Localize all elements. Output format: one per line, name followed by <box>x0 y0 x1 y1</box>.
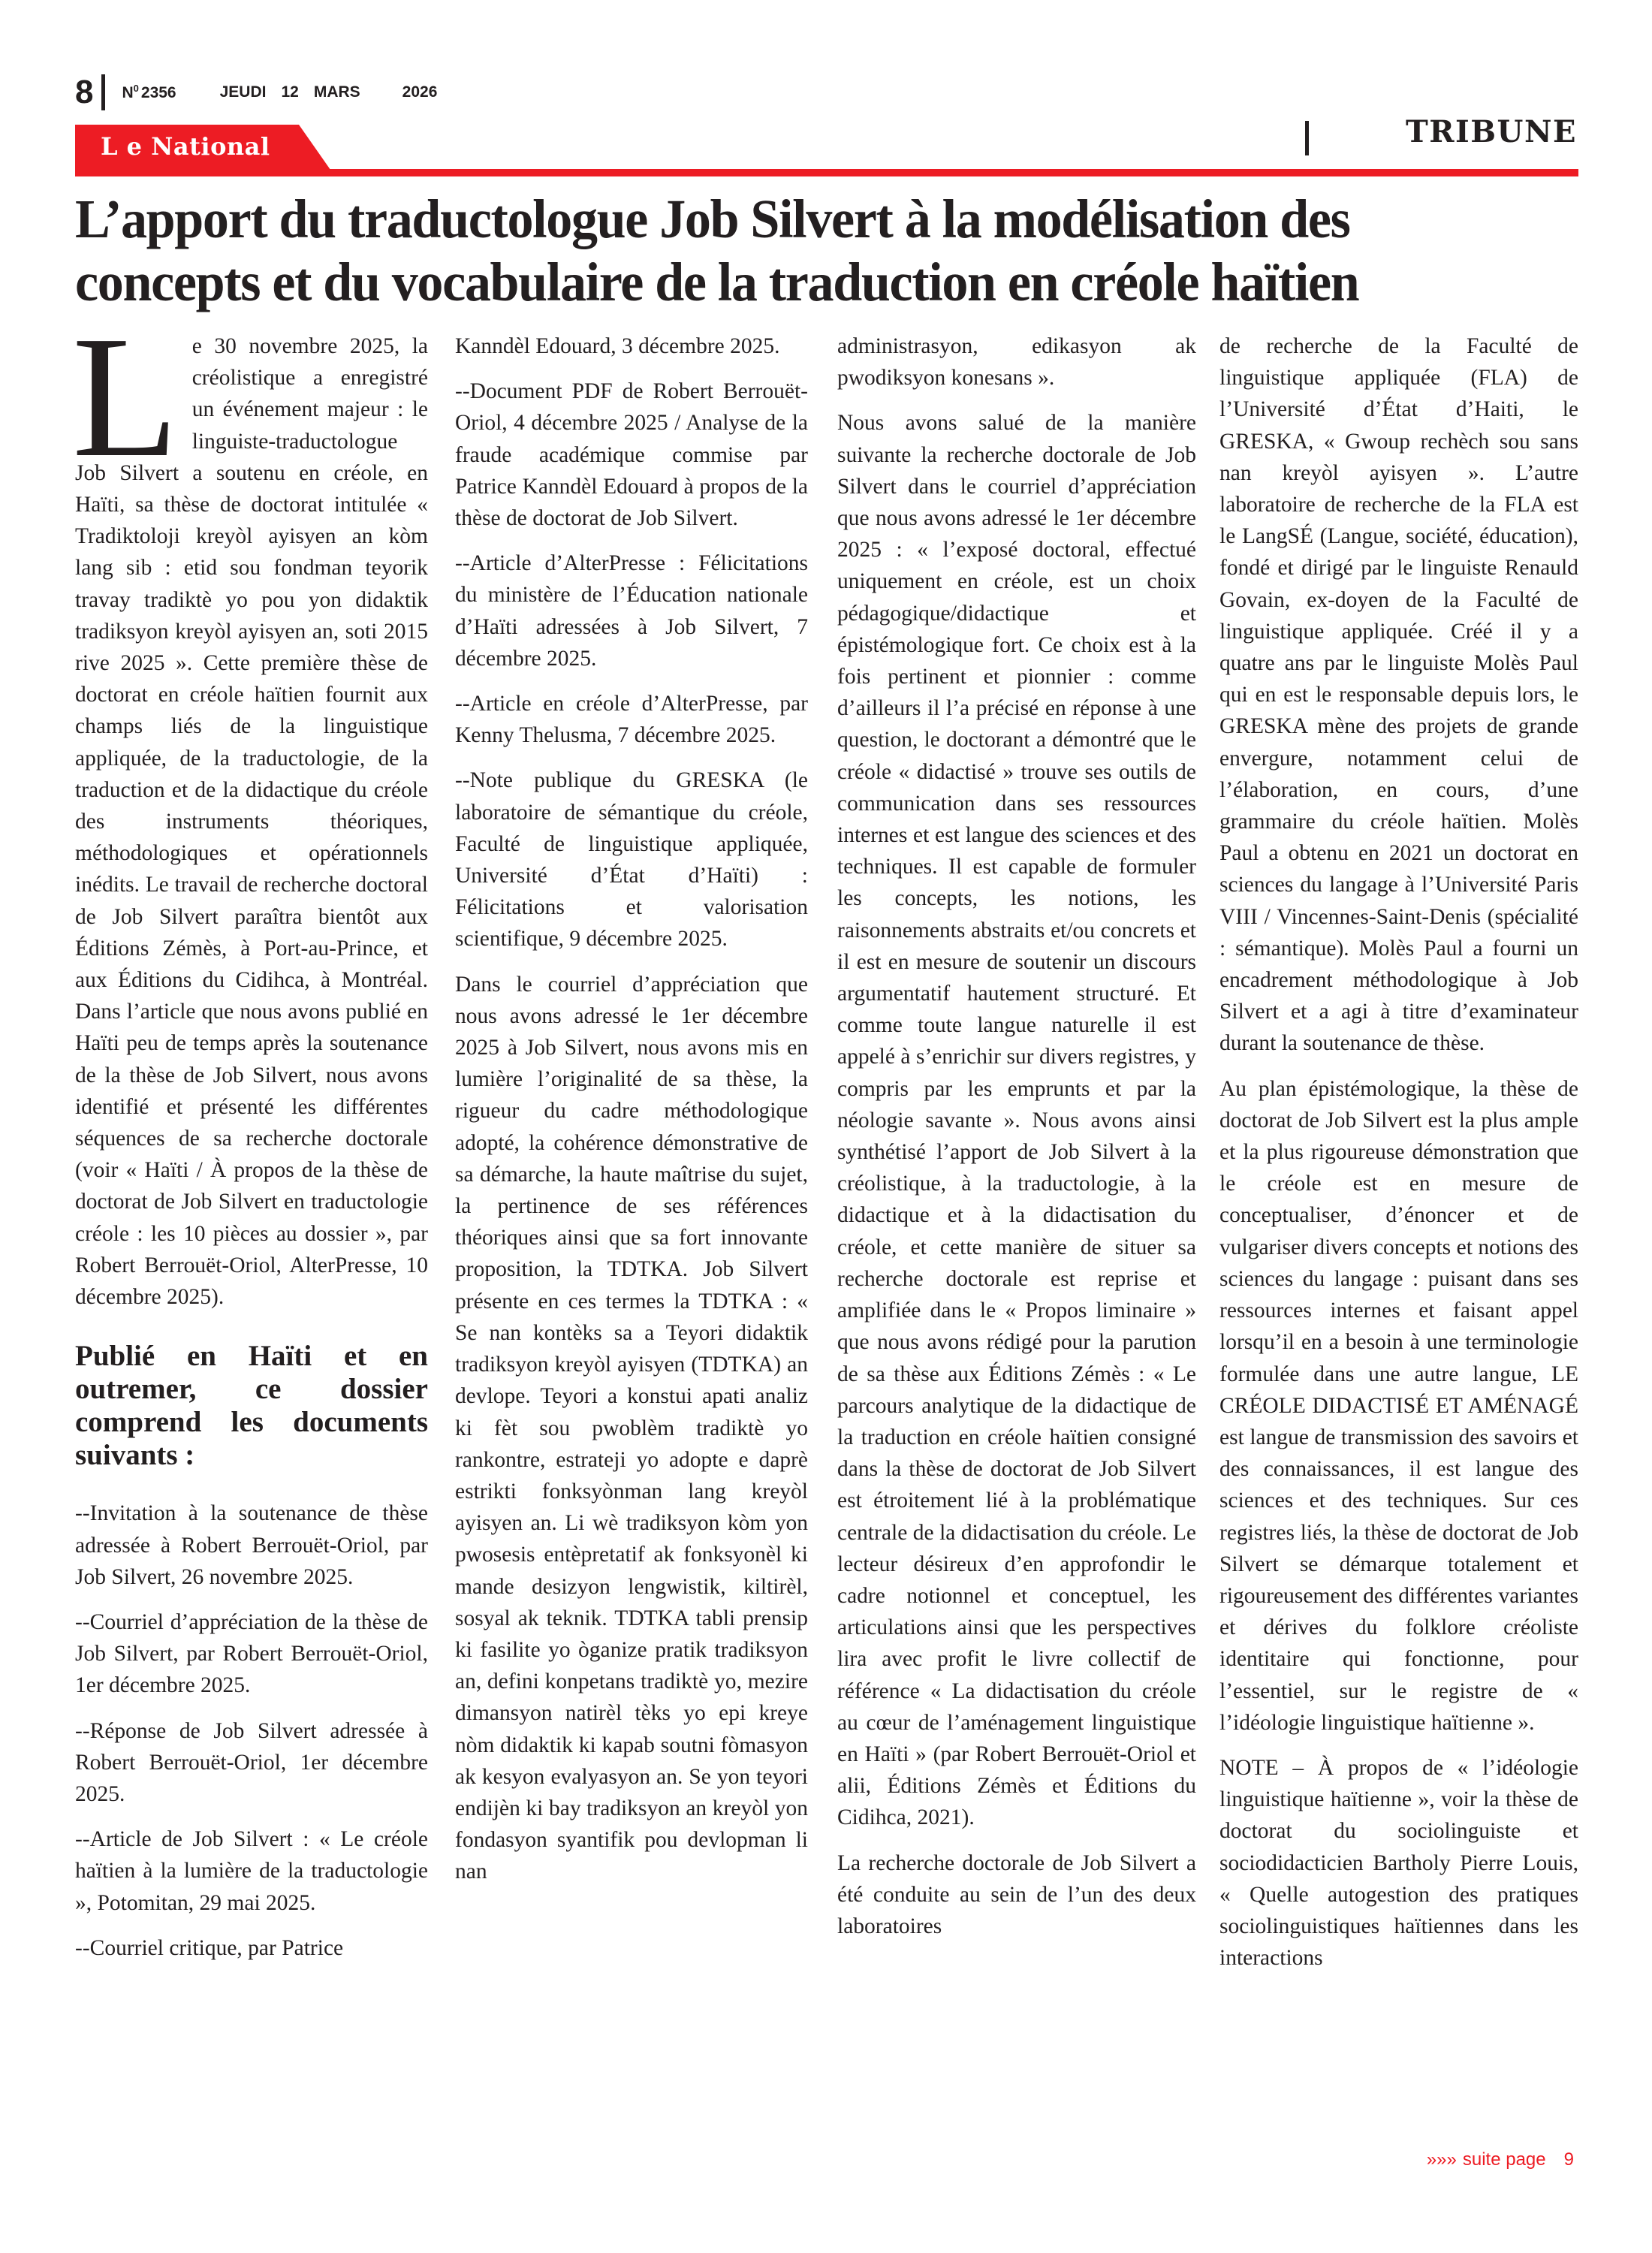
document-list-item: --Courriel d’appréciation de la thèse de Job Silvert, par Robert Berrouët-Oriol, 1er décembre 2025. <box>75 1609 428 1698</box>
section-label: TRIBUNE <box>1406 114 1577 149</box>
masthead <box>75 125 1578 176</box>
issue-month: MARS <box>313 83 360 101</box>
continue-label: suite page <box>1462 2149 1546 2170</box>
continue-arrows-icon: »»» <box>1426 2149 1457 2170</box>
body-paragraph: Nous avons salué de la manière suivante la recherche doctorale de Job Silvert dans le courriel d’appréciation que nous avons adressé le 1er décembre 2025 : « l’exposé doctoral, effectué uniquement en créole, est un choix pédagogique/didactique et épistémologique fort. Ce choix est à la fois pertinent et pionnier : comme d’ailleurs il l’a précisé en réponse à une question, le doctorant a démontré que le créole « didactisé » trouve ses outils de communication dans ses ressources internes et est langue des sciences et des techniques. Il est capable de formuler les concepts, les notions, les raisonnements abstraits et/ou concrets et il est en mesure de soutenir un discours argumentatif hautement structuré. Et comme toute langue naturelle il est appelé à s’enrichir sur divers registres, y compris par les emprunts et par la néologie savante ». Nous avons ainsi synthétisé l’apport de Job Silvert à la créolistique, à la traductologie, à la didactique et à la didactisation du créole, et cette manière de situer sa recherche doctorale est reprise et amplifiée dans le « Propos liminaire » que nous avons rédigé pour la parution de sa thèse aux Éditions Zémès : « Le parcours analytique de la didactique de la traduction en créole haïtien consigné dans la thèse de doctorat de Job Silvert est étroitement lié à la problématique centrale de la didactisation du créole. Le lecteur désireux d’en approfondir le cadre notionnel et conceptuel, les articulations ainsi que les perspectives lira avec profit le livre collectif de référence « La didactisation du créole au cœur de l’aménagement linguistique en Haïti » (par Robert Berrouët-Oriol et alii, Éditions Zémès et Éditions du Cidihca, 2021). <box>837 411 1196 1830</box>
folio-divider <box>101 74 105 110</box>
issue-year: 2026 <box>402 83 438 101</box>
note-paragraph: NOTE – À propos de « l’idéologie linguistique haïtienne », voir la thèse de doctorat du sociolinguiste et sociodidacticien Bartholy Pierre Louis, « Quelle autogestion des pratiques sociolinguistiques haïtiennes dans les interactions <box>1219 1755 1578 1971</box>
lead-paragraph: Le 30 novembre 2025, la créolistique a enregistré un événement majeur : le linguiste-traductologue Job Silvert a soutenu en créole, en Haïti, sa thèse de doctorat intitulée « Tradiktoloji kreyòl ayisyen an kòm lang sib : etid sou fondman teyorik travay tradiktè yo pou yon didaktik tradiksyon kreyòl ayisyen an, soti 2015 rive 2025 ». Cette première thèse de doctorat en créole haïtien fournit aux champs liés de la linguistique appliquée, de la traductologie, de la traduction et de la didactique du créole des instruments théoriques, méthodologiques et opérationnels inédits. Le travail de recherche doctoral de Job Silvert paraîtra bientôt aux Éditions Zémès, à Port-au-Prince, et aux Éditions du Cidihca, à Montréal. Dans l’article que nous avons publié en Haïti peu de temps après la soutenance de la thèse de Job Silvert, nous avons identifié et présenté les différentes séquences de sa recherche doctorale (voir « Haïti / À propos de la thèse de doctorat de Job Silvert en traductologie créole : les 10 pièces au dossier », par Robert Berrouët-Oriol, AlterPresse, 10 décembre 2025). <box>72 300 428 1310</box>
document-list-item: --Document PDF de Robert Berrouët-Oriol, 4 décembre 2025 / Analyse de la fraude académique commise par Patrice Kanndèl Edouard à propos de la thèse de doctorat de Job Silvert. <box>455 379 808 531</box>
continue-page-number: 9 <box>1563 2149 1574 2170</box>
body-paragraph: Au plan épistémologique, la thèse de doctorat de Job Silvert est la plus ample et la plus rigoureuse démonstration que le créole est en mesure de conceptualiser, d’énoncer et de vulgariser divers concepts et notions des sciences du langage : puisant dans ses ressources internes et faisant appel lorsqu’il en a besoin à une terminologie formulée dans une autre langue, LE CRÉOLE DIDACTISÉ ET AMÉNAGÉ est langue de transmission des savoirs et des connaissances, il est langue des sciences et des techniques. Sur ces registres liés, la thèse de doctorat de Job Silvert se démarque totalement et rigoureusement des différentes variantes et dérives du folklore créoliste identitaire qui fonctionne, pour l’essentiel, sur le registre de « l’idéologie linguistique haïtienne ». <box>1219 1076 1578 1735</box>
newspaper-brand: L e National <box>101 132 270 161</box>
issue-date: 12 <box>281 83 299 101</box>
section-divider <box>1305 121 1309 155</box>
issue-day: JEUDI <box>219 83 267 101</box>
article-column-2 <box>455 330 808 1888</box>
document-list-item: --Réponse de Job Silvert adressée à Robert Berrouët-Oriol, 1er décembre 2025. <box>75 1718 428 1806</box>
article-column-1 <box>72 300 428 1964</box>
body-paragraph: La recherche doctorale de Job Silvert a été conduite au sein de l’un des deux laboratoires <box>837 1850 1196 1938</box>
document-list-item: --Article d’AlterPresse : Félicitations du ministère de l’Éducation nationale d’Haïti adressées à Job Silvert, 7 décembre 2025. <box>455 551 808 671</box>
document-list-item: --Note publique du GRESKA (le laboratoire de sémantique du créole, Faculté de linguistique appliquée, Université d’État d’Haïti) : Félicitations et valorisation scientifique, 9 décembre 2025. <box>455 768 808 952</box>
body-paragraph: Dans le courriel d’appréciation que nous avons adressé le 1er décembre 2025 à Job Silvert, nous avons mis en lumière l’originalité de sa thèse, la rigueur du cadre méthodologique adopté, la cohérence démonstrative de sa démarche, la haute maîtrise du sujet, la pertinence de ses références théoriques ainsi que sa fort innovante proposition, la TDTKA. Job Silvert présente en ces termes la TDTKA : « Se nan kontèks sa a Teyori didaktik tradiksyon kreyòl ayisyen (TDTKA) an devlope. Teyori a konstui apati analiz ki fèt sou pwoblèm tradiktè yo rankontre, estrateji yo adopte e daprè estrikti fonksyònman lang kreyòl ayisyen an. Li wè tradiksyon kòm yon pwosesis entèpretatif ak fonksyonèl ki mande desizyon lengwistik, kiltirèl, sosyal ak teknik. TDTKA tabli prensip ki fasilite yo òganize pratik tradiksyon an, defini konpetans tradiktè yo, mezire dimansyon natirèl tèks yo epi kreye nòm didaktik ki kapab soutni fòmasyon ak kesyon evalyasyon an. Se yon teyori endijèn ki bay tradiksyon an kreyòl yon fondasyon syantifik pou devlopman li nan <box>455 972 808 1884</box>
article-subhead: Publié en Haïti et en outremer, ce dossier comprend les documents suivants : <box>75 1340 428 1472</box>
folio-line <box>75 74 437 111</box>
article-headline: L’apport du traductologue Job Silvert à la modélisation des concepts et du vocabulaire de la traduction en créole haïtien <box>75 189 1359 312</box>
document-list-item: --Article en créole d’AlterPresse, par Kenny Thelusma, 7 décembre 2025. <box>455 692 808 748</box>
article-column-4 <box>1219 330 1578 1974</box>
issue-number: $N^0$ 2356 <box>122 83 176 101</box>
document-list-item: --Invitation à la soutenance de thèse adressée à Robert Berrouët-Oriol, par Job Silvert, 26 novembre 2025. <box>75 1501 428 1589</box>
body-paragraph: administrasyon, edikasyon ak pwodiksyon konesans ». <box>837 334 1196 391</box>
page-number: 8 <box>75 74 93 110</box>
document-list-item: --Article de Job Silvert : « Le créole haïtien à la lumière de la traductologie », Potomitan, 29 mai 2025. <box>75 1827 428 1915</box>
drop-cap: L <box>72 300 179 493</box>
document-list-item: Kanndèl Edouard, 3 décembre 2025. <box>455 334 780 358</box>
document-list-item: --Courriel critique, par Patrice <box>75 1935 344 1960</box>
article-column-3 <box>837 330 1196 1942</box>
continued-on-page-link[interactable] <box>1427 2149 1574 2170</box>
body-paragraph: de recherche de la Faculté de linguistique appliquée (FLA) de l’Université d’État d’Haiti, le GRESKA, « Gwoup rechèch sou sans nan kreyòl ayisyen ». L’autre laboratoire de recherche de la FLA est le LangSÉ (Langue, société, éducation), fondé et dirigé par le linguiste Renauld Govain, ex-doyen de la Faculté de linguistique appliquée. Créé il y a quatre ans par le linguiste Molès Paul qui en est le responsable depuis lors, le GRESKA mène des projets de grande envergure, notamment celui de l’élaboration, en cours, d’une grammaire du créole haïtien. Molès Paul a obtenu en 2021 un doctorat en sciences du langage à l’Université Paris VIII / Vincennes-Saint-Denis (spécialité : sémantique). Molès Paul a fourni un encadrement méthodologique à Job Silvert et a agi à titre d’examinateur durant la soutenance de thèse. <box>1219 334 1578 1056</box>
